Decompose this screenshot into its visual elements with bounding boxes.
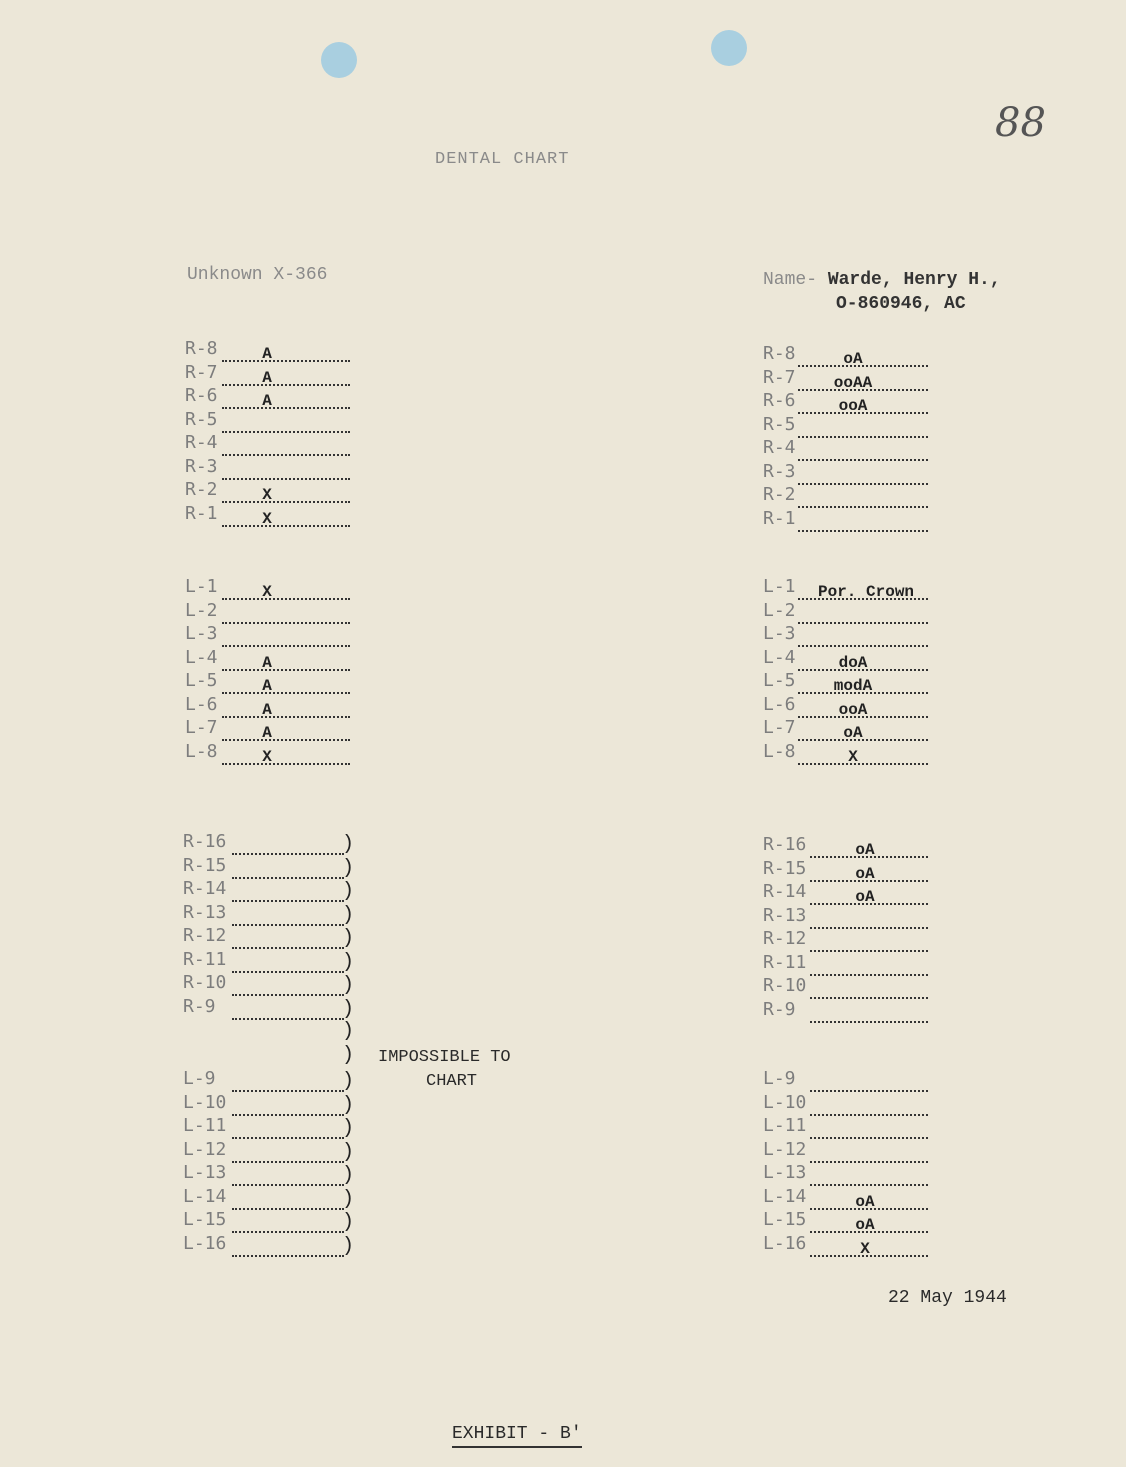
entry-line — [232, 971, 344, 973]
entry-line — [232, 1137, 344, 1139]
tooth-label: L-6 — [763, 693, 796, 715]
bracket: ) — [342, 1020, 355, 1043]
entry-line — [232, 877, 344, 879]
entry-line — [232, 1255, 344, 1257]
patient-name-block — [763, 270, 1001, 290]
tooth-label: L-9 — [183, 1068, 216, 1089]
patient-name: Warde, Henry H., — [827, 270, 1001, 290]
tooth-label: L-12 — [763, 1138, 807, 1160]
bracket: ) — [342, 1117, 355, 1140]
entry-line — [222, 454, 350, 456]
tooth-label: L-13 — [183, 1162, 227, 1183]
tooth-label: R-6 — [185, 385, 218, 406]
bracket: ) — [342, 997, 355, 1021]
entry-line — [798, 530, 928, 532]
tooth-entry: A — [262, 700, 272, 719]
bracket: ) — [342, 1164, 355, 1187]
tooth-entry: oA — [843, 724, 863, 742]
tooth-entry: X — [262, 486, 272, 504]
tooth-label: L-5 — [763, 670, 796, 691]
entry-line — [798, 622, 928, 624]
entry-line — [798, 506, 928, 508]
tooth-label: L-1 — [763, 576, 796, 597]
tooth-label: R-14 — [183, 878, 227, 899]
tooth-label: R-15 — [763, 857, 807, 879]
tooth-label: R-8 — [763, 343, 796, 364]
entry-line — [222, 622, 350, 624]
tooth-label: L-15 — [763, 1209, 807, 1230]
tooth-entry: oA — [855, 1192, 875, 1211]
tooth-entry: X — [262, 747, 272, 766]
tooth-label: L-13 — [763, 1162, 807, 1183]
tooth-label: L-10 — [763, 1091, 807, 1113]
bracket: ) — [342, 1187, 355, 1211]
tooth-label: L-14 — [183, 1185, 227, 1207]
tooth-entry: oA — [843, 350, 863, 368]
tooth-label: L-4 — [185, 646, 218, 668]
entry-line — [798, 459, 928, 461]
entry-line — [232, 1184, 344, 1186]
entry-line — [232, 994, 344, 996]
bracket: ) — [342, 974, 355, 997]
tooth-label: L-4 — [763, 646, 796, 668]
tooth-label: R-7 — [763, 366, 796, 388]
tooth-entry: A — [262, 392, 272, 410]
tooth-label: L-16 — [183, 1232, 227, 1254]
bracket: ) — [342, 1093, 355, 1117]
entry-line — [232, 1161, 344, 1163]
tooth-label: R-7 — [185, 361, 218, 383]
tooth-label: R-12 — [763, 928, 807, 949]
entry-line — [798, 645, 928, 647]
tooth-label: L-14 — [763, 1185, 807, 1207]
tooth-label: R-14 — [763, 881, 807, 902]
entry-line — [810, 950, 928, 952]
entry-line — [222, 478, 350, 480]
entry-line — [222, 645, 350, 647]
tooth-label: L-7 — [763, 717, 796, 738]
tooth-label: L-9 — [763, 1068, 796, 1089]
punch-hole — [321, 42, 357, 78]
entry-line — [232, 1208, 344, 1210]
entry-line — [810, 974, 928, 976]
tooth-label: R-11 — [183, 948, 227, 970]
tooth-label: R-5 — [185, 408, 218, 430]
tooth-label: L-15 — [183, 1209, 227, 1230]
entry-line — [810, 997, 928, 999]
tooth-entry: ooA — [838, 700, 868, 719]
bracket: ) — [342, 1140, 355, 1164]
entry-line — [232, 900, 344, 902]
entry-line — [810, 1137, 928, 1139]
tooth-entry: A — [262, 677, 272, 695]
tooth-entry: A — [262, 345, 272, 363]
tooth-entry: X — [262, 583, 272, 601]
bracket: ) — [342, 880, 355, 903]
patient-serial: O-860946, AC — [836, 294, 966, 314]
tooth-entry: X — [848, 747, 858, 766]
entry-line — [222, 431, 350, 433]
tooth-label: L-12 — [183, 1138, 227, 1160]
handwritten-page-number: 88 — [995, 100, 1046, 146]
tooth-label: L-2 — [763, 599, 796, 621]
tooth-label: R-12 — [183, 925, 227, 946]
tooth-label: L-10 — [183, 1091, 227, 1113]
tooth-entry: ooAA — [833, 373, 873, 392]
tooth-label: R-13 — [763, 904, 807, 926]
tooth-entry: X — [262, 509, 272, 528]
entry-line — [810, 927, 928, 929]
tooth-label: L-11 — [763, 1115, 807, 1136]
tooth-label: R-8 — [185, 338, 218, 359]
impossible-note-line1: IMPOSSIBLE TO — [378, 1048, 511, 1067]
tooth-label: R-9 — [763, 998, 796, 1020]
exhibit-label: EXHIBIT - B' — [452, 1424, 582, 1448]
tooth-entry: oA — [855, 1216, 875, 1234]
tooth-label: L-11 — [183, 1115, 227, 1136]
tooth-label: L-8 — [763, 740, 796, 762]
tooth-label: L-2 — [185, 599, 218, 621]
entry-line — [798, 436, 928, 438]
tooth-label: R-11 — [763, 951, 807, 973]
bracket: ) — [342, 950, 355, 974]
entry-line — [810, 1090, 928, 1092]
tooth-entry: oA — [855, 888, 875, 906]
tooth-entry: doA — [838, 653, 868, 672]
tooth-label: R-2 — [185, 479, 218, 500]
bracket: ) — [342, 1234, 355, 1258]
tooth-label: L-6 — [185, 693, 218, 715]
tooth-entry: A — [262, 724, 272, 742]
entry-line — [810, 1161, 928, 1163]
entry-line — [810, 1114, 928, 1116]
entry-line — [810, 1021, 928, 1023]
tooth-label: R-16 — [763, 834, 807, 855]
punch-hole — [711, 30, 747, 66]
tooth-label: L-3 — [185, 623, 218, 644]
tooth-label: R-1 — [185, 502, 218, 524]
tooth-label: R-16 — [183, 831, 227, 852]
tooth-label: L-5 — [185, 670, 218, 691]
entry-line — [232, 1018, 344, 1020]
tooth-label: R-10 — [183, 972, 227, 993]
tooth-entry: X — [860, 1239, 870, 1258]
tooth-label: R-9 — [183, 995, 216, 1017]
tooth-entry: Por. Crown — [818, 583, 915, 601]
tooth-label: R-3 — [763, 460, 796, 482]
tooth-label: R-3 — [185, 455, 218, 477]
impossible-note-line2: CHART — [426, 1072, 478, 1091]
tooth-entry: A — [262, 653, 272, 672]
tooth-label: L-8 — [185, 740, 218, 762]
bracket: ) — [342, 1044, 355, 1067]
tooth-entry: A — [262, 368, 272, 387]
entry-line — [232, 947, 344, 949]
left-heading: Unknown X-366 — [187, 265, 328, 285]
entry-line — [232, 853, 344, 855]
tooth-label: L-3 — [763, 623, 796, 644]
tooth-label: R-6 — [763, 390, 796, 411]
entry-line — [232, 924, 344, 926]
entry-line — [810, 1184, 928, 1186]
entry-line — [232, 1114, 344, 1116]
bracket: ) — [342, 927, 355, 950]
tooth-entry: oA — [855, 864, 875, 883]
tooth-label: L-7 — [185, 717, 218, 738]
bracket: ) — [342, 1211, 355, 1234]
tooth-entry: modA — [833, 677, 873, 695]
tooth-label: R-13 — [183, 901, 227, 923]
tooth-label: R-5 — [763, 413, 796, 435]
tooth-label: R-15 — [183, 854, 227, 876]
entry-line — [232, 1090, 344, 1092]
bracket: ) — [342, 833, 355, 856]
tooth-label: L-1 — [185, 576, 218, 597]
name-label: Name- — [763, 270, 818, 290]
bracket: ) — [342, 1070, 355, 1093]
tooth-entry: ooA — [838, 397, 868, 415]
tooth-label: R-2 — [763, 484, 796, 505]
entry-line — [232, 1231, 344, 1233]
tooth-label: L-16 — [763, 1232, 807, 1254]
entry-line — [798, 483, 928, 485]
bracket: ) — [342, 903, 355, 927]
tooth-label: R-10 — [763, 975, 807, 996]
tooth-label: R-4 — [185, 432, 218, 453]
document-title: DENTAL CHART — [435, 150, 570, 169]
tooth-entry: oA — [855, 841, 875, 859]
tooth-label: R-1 — [763, 507, 796, 529]
tooth-label: R-4 — [763, 437, 796, 458]
bracket: ) — [342, 856, 355, 880]
chart-date: 22 May 1944 — [888, 1288, 1007, 1308]
